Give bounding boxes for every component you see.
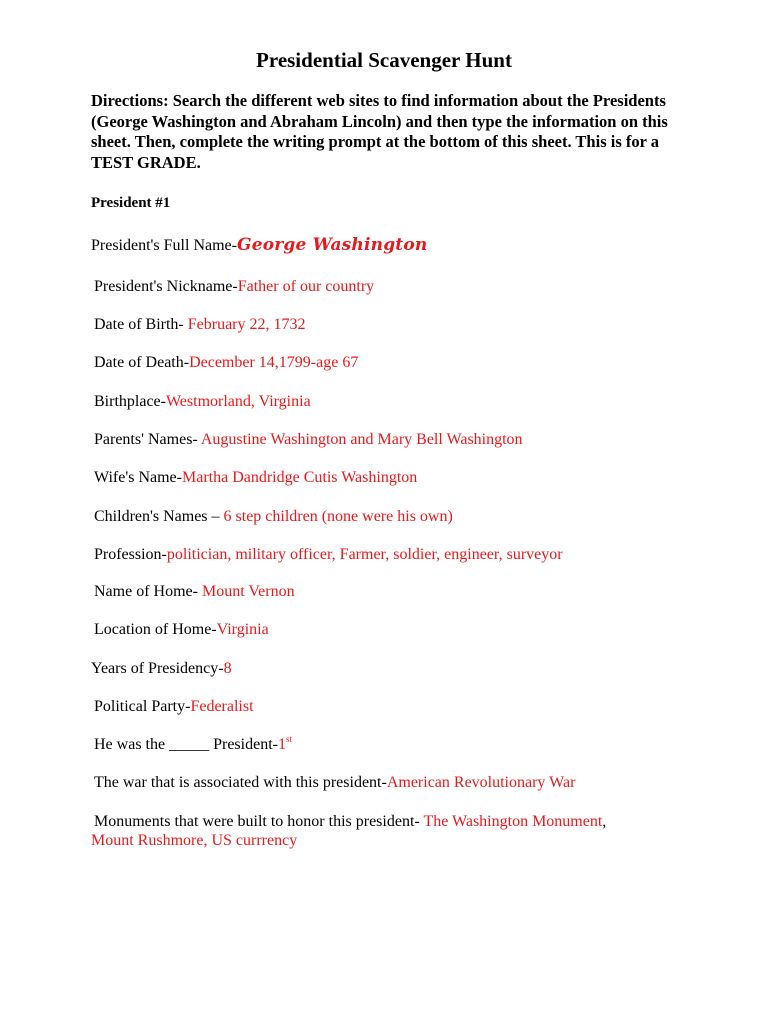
field-label: He was the _____ President- — [94, 736, 278, 753]
field-label: Parents' Names- — [94, 431, 201, 448]
section-heading-president-1: President #1 — [91, 195, 171, 211]
field-years-of-presidency — [91, 659, 232, 679]
field-label: Birthplace- — [94, 393, 166, 410]
field-monuments — [94, 812, 606, 832]
field-value: The Washington Monument — [423, 813, 603, 830]
field-full-name — [91, 235, 427, 256]
field-birthplace — [94, 392, 311, 412]
page-title: Presidential Scavenger Hunt — [256, 48, 512, 72]
field-value: December 14,1799-age 67 — [189, 354, 359, 371]
field-associated-war — [94, 773, 575, 793]
field-value: Mount Vernon — [201, 583, 295, 600]
field-monuments-continued — [91, 831, 297, 851]
field-wifes-name — [94, 468, 417, 488]
field-value: Federalist — [190, 698, 254, 715]
field-president-number — [94, 735, 292, 755]
field-label: Years of Presidency- — [91, 660, 224, 677]
field-label: Date of Birth- — [94, 316, 188, 333]
directions-paragraph: Directions: Search the different web sites to find information about the Presidents (George Washington and Abraham Lincoln) and then type the information on this sheet. Then, complete the writing prompt at the bottom of this sheet. This is for a TEST GRADE. — [91, 91, 668, 172]
field-label: President's Nickname- — [94, 278, 238, 295]
field-value: 6 step children (none were his own) — [223, 508, 453, 525]
field-label: Political Party- — [94, 698, 191, 715]
field-date-of-death — [94, 353, 358, 373]
field-name-of-home — [94, 582, 295, 602]
field-label: Wife's Name- — [94, 469, 182, 486]
field-value: 1 — [277, 736, 286, 753]
field-value: February 22, 1732 — [187, 316, 306, 333]
field-value-ordinal-suffix: st — [285, 734, 292, 744]
field-label: Profession- — [94, 546, 167, 563]
field-value: Virginia — [216, 621, 269, 638]
field-value: Mount Rushmore, US currrency — [91, 832, 298, 849]
field-childrens-names — [94, 507, 453, 527]
field-value: 8 — [223, 660, 232, 677]
field-label: Date of Death- — [94, 354, 190, 371]
field-parents-names — [94, 430, 523, 450]
field-nickname — [94, 277, 374, 297]
field-label: Location of Home- — [94, 621, 217, 638]
field-label: The war that is associated with this president- — [94, 774, 387, 791]
field-value: politician, military officer, Farmer, soldier, engineer, surveyor — [166, 546, 563, 563]
field-value: Father of our country — [237, 278, 375, 295]
field-value: American Revolutionary War — [386, 774, 576, 791]
field-label: President's Full Name- — [91, 237, 237, 254]
field-location-of-home — [94, 620, 269, 640]
field-label: Monuments that were built to honor this president- — [94, 813, 424, 830]
field-political-party — [94, 697, 254, 717]
field-label: Children's Names – — [94, 508, 224, 525]
field-value: George Washington — [236, 235, 428, 255]
field-profession — [94, 545, 563, 565]
field-date-of-birth — [94, 315, 306, 335]
field-value: Westmorland, Virginia — [165, 393, 311, 410]
field-label: Name of Home- — [94, 583, 202, 600]
field-value: Martha Dandridge Cutis Washington — [181, 469, 418, 486]
field-value-comma: , — [602, 813, 607, 830]
field-value: Augustine Washington and Mary Bell Washington — [200, 431, 523, 448]
